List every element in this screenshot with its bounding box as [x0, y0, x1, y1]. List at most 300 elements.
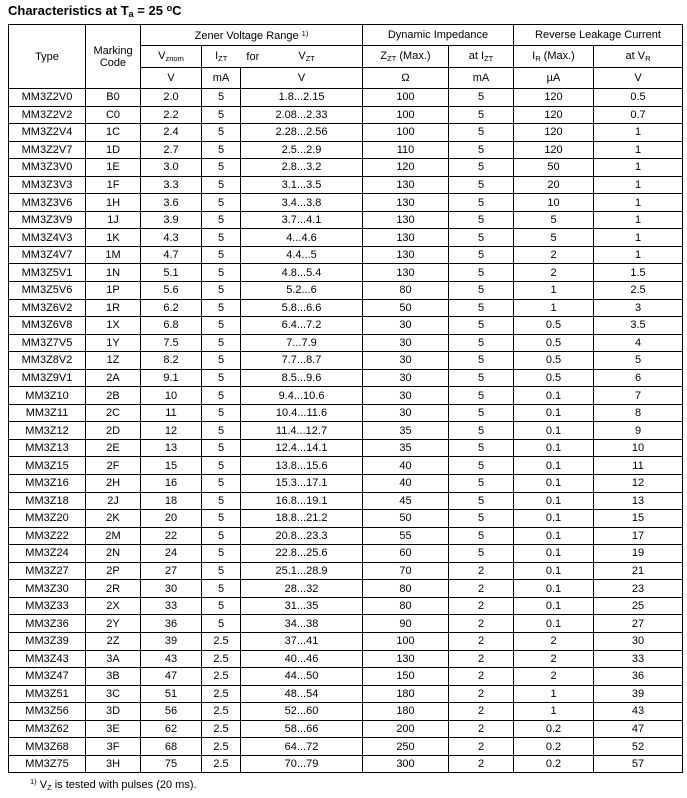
cell-type: MM3Z27 [9, 562, 86, 580]
table-row [9, 475, 683, 493]
cell-ir-max: 0.5 [514, 317, 594, 335]
cell-marking-code: 1K [86, 229, 141, 247]
cell-marking-code: 1P [86, 282, 141, 300]
cell-at-vr: 23 [594, 580, 683, 598]
cell-at-vr: 21 [594, 562, 683, 580]
cell-at-vr: 4 [594, 334, 683, 352]
cell-zzt-max: 80 [363, 597, 449, 615]
cell-zzt-max: 150 [363, 668, 449, 686]
cell-izt: 5 [202, 422, 241, 440]
cell-type: MM3Z7V5 [9, 334, 86, 352]
cell-vznom: 62 [141, 720, 202, 738]
cell-vzt: 11.4...12.7 [241, 422, 363, 440]
table-row [9, 720, 683, 738]
cell-vzt: 3.7...4.1 [241, 211, 363, 229]
cell-marking-code: 2F [86, 457, 141, 475]
cell-vzt: 44...50 [241, 668, 363, 686]
cell-izt: 5 [202, 211, 241, 229]
cell-izt: 5 [202, 264, 241, 282]
cell-at-izt: 5 [449, 422, 514, 440]
cell-zzt-max: 130 [363, 264, 449, 282]
ir-subscript: R [535, 54, 541, 63]
cell-zzt-max: 130 [363, 211, 449, 229]
table-row [9, 562, 683, 580]
cell-vzt: 16.8...19.1 [241, 492, 363, 510]
cell-ir-max: 0.5 [514, 334, 594, 352]
subheader-at-vr [594, 46, 683, 68]
cell-at-vr: 1 [594, 246, 683, 264]
cell-at-izt: 5 [449, 404, 514, 422]
cell-marking-code: 2K [86, 510, 141, 528]
cell-marking-code: C0 [86, 106, 141, 124]
cell-at-vr: 11 [594, 457, 683, 475]
izt-symbol [202, 50, 240, 63]
cell-zzt-max: 30 [363, 387, 449, 405]
table-row [9, 211, 683, 229]
cell-ir-max: 0.1 [514, 387, 594, 405]
cell-at-izt: 5 [449, 141, 514, 159]
cell-type: MM3Z18 [9, 492, 86, 510]
table-row [9, 668, 683, 686]
cell-marking-code: 1X [86, 317, 141, 335]
cell-marking-code: 2E [86, 439, 141, 457]
cell-izt: 5 [202, 106, 241, 124]
cell-izt: 5 [202, 562, 241, 580]
cell-type: MM3Z2V7 [9, 141, 86, 159]
table-row [9, 738, 683, 756]
cell-izt: 2.5 [202, 632, 241, 650]
cell-marking-code: B0 [86, 89, 141, 107]
cell-ir-max: 0.2 [514, 738, 594, 756]
group-header-zener-voltage-range [141, 25, 363, 46]
cell-at-vr: 13 [594, 492, 683, 510]
cell-type: MM3Z8V2 [9, 352, 86, 370]
cell-vzt: 3.1...3.5 [241, 176, 363, 194]
subheader-at-izt [449, 46, 514, 68]
table-row [9, 545, 683, 563]
cell-at-vr: 15 [594, 510, 683, 528]
cell-at-vr: 1 [594, 194, 683, 212]
cell-vznom: 11 [141, 404, 202, 422]
cell-vzt: 28...32 [241, 580, 363, 598]
cell-vzt: 20.8...23.3 [241, 527, 363, 545]
cell-izt: 5 [202, 545, 241, 563]
cell-vzt: 4...4.6 [241, 229, 363, 247]
cell-zzt-max: 90 [363, 615, 449, 633]
cell-vzt: 22.8...25.6 [241, 545, 363, 563]
for-word: for [246, 50, 260, 63]
zzt-base: Z [380, 50, 388, 62]
vzt-symbol [259, 50, 362, 63]
cell-vzt: 48...54 [241, 685, 363, 703]
vzt-base: V [298, 50, 306, 62]
cell-type: MM3Z9V1 [9, 369, 86, 387]
cell-ir-max: 120 [514, 89, 594, 107]
cell-at-izt: 2 [449, 755, 514, 773]
table-row [9, 334, 683, 352]
cell-vznom: 2.7 [141, 141, 202, 159]
cell-at-vr: 47 [594, 720, 683, 738]
table-row [9, 369, 683, 387]
vznom-subscript: znom [165, 54, 184, 63]
cell-vznom: 2.0 [141, 89, 202, 107]
cell-ir-max: 0.1 [514, 404, 594, 422]
unit-at-vr: V [594, 68, 683, 89]
cell-at-vr: 1 [594, 176, 683, 194]
marking-code-line1: Marking [93, 44, 133, 57]
cell-vzt: 40...46 [241, 650, 363, 668]
cell-zzt-max: 40 [363, 457, 449, 475]
cell-ir-max: 120 [514, 124, 594, 142]
cell-type: MM3Z22 [9, 527, 86, 545]
table-row [9, 632, 683, 650]
cell-ir-max: 1 [514, 299, 594, 317]
cell-marking-code: 3F [86, 738, 141, 756]
cell-ir-max: 0.1 [514, 597, 594, 615]
cell-ir-max: 0.2 [514, 720, 594, 738]
cell-type: MM3Z30 [9, 580, 86, 598]
cell-zzt-max: 100 [363, 124, 449, 142]
table-row [9, 264, 683, 282]
cell-at-izt: 2 [449, 632, 514, 650]
cell-marking-code: 1C [86, 124, 141, 142]
col-header-marking-code [86, 25, 141, 89]
cell-izt: 5 [202, 229, 241, 247]
cell-zzt-max: 30 [363, 334, 449, 352]
cell-at-izt: 2 [449, 685, 514, 703]
cell-at-vr: 1.5 [594, 264, 683, 282]
cell-vznom: 2.4 [141, 124, 202, 142]
cell-izt: 5 [202, 194, 241, 212]
cell-vzt: 4.8...5.4 [241, 264, 363, 282]
cell-vznom: 13 [141, 439, 202, 457]
cell-marking-code: 2B [86, 387, 141, 405]
subheader-vznom [141, 46, 202, 68]
at-vr-base: at V [625, 50, 646, 62]
title-temperature: = 25 [133, 3, 167, 18]
subheader-zzt-max [363, 46, 449, 68]
cell-zzt-max: 200 [363, 720, 449, 738]
cell-at-izt: 5 [449, 457, 514, 475]
cell-type: MM3Z33 [9, 597, 86, 615]
cell-vzt: 2.28...2.56 [241, 124, 363, 142]
cell-vzt: 12.4...14.1 [241, 439, 363, 457]
cell-vznom: 36 [141, 615, 202, 633]
cell-at-vr: 33 [594, 650, 683, 668]
cell-at-izt: 5 [449, 387, 514, 405]
cell-izt: 5 [202, 176, 241, 194]
cell-vznom: 56 [141, 703, 202, 721]
cell-vzt: 2.8...3.2 [241, 159, 363, 177]
table-row [9, 106, 683, 124]
cell-vzt: 7...7.9 [241, 334, 363, 352]
cell-zzt-max: 130 [363, 650, 449, 668]
cell-at-vr: 52 [594, 738, 683, 756]
cell-zzt-max: 60 [363, 545, 449, 563]
cell-at-vr: 1 [594, 159, 683, 177]
cell-marking-code: 1F [86, 176, 141, 194]
cell-vznom: 4.3 [141, 229, 202, 247]
table-row [9, 194, 683, 212]
cell-at-vr: 0.7 [594, 106, 683, 124]
table-row [9, 387, 683, 405]
table-row [9, 176, 683, 194]
table-body [9, 89, 683, 773]
cell-marking-code: 1D [86, 141, 141, 159]
table-row [9, 580, 683, 598]
cell-marking-code: 1J [86, 211, 141, 229]
cell-ir-max: 0.1 [514, 527, 594, 545]
cell-vznom: 51 [141, 685, 202, 703]
cell-vzt: 58...66 [241, 720, 363, 738]
cell-at-izt: 5 [449, 527, 514, 545]
cell-izt: 5 [202, 527, 241, 545]
cell-vzt: 3.4...3.8 [241, 194, 363, 212]
cell-vznom: 33 [141, 597, 202, 615]
table-row [9, 650, 683, 668]
cell-at-izt: 5 [449, 124, 514, 142]
cell-marking-code: 3D [86, 703, 141, 721]
cell-marking-code: 3C [86, 685, 141, 703]
cell-marking-code: 2A [86, 369, 141, 387]
table-row [9, 422, 683, 440]
cell-type: MM3Z43 [9, 650, 86, 668]
cell-izt: 5 [202, 89, 241, 107]
cell-zzt-max: 180 [363, 685, 449, 703]
cell-vznom: 3.3 [141, 176, 202, 194]
cell-ir-max: 0.5 [514, 369, 594, 387]
cell-izt: 5 [202, 334, 241, 352]
cell-vznom: 10 [141, 387, 202, 405]
subheader-izt-for-vzt [202, 46, 363, 68]
unit-izt: mA [202, 68, 241, 89]
cell-ir-max: 2 [514, 246, 594, 264]
table-row [9, 141, 683, 159]
cell-vzt: 1.8...2.15 [241, 89, 363, 107]
cell-vznom: 3.9 [141, 211, 202, 229]
cell-ir-max: 0.1 [514, 580, 594, 598]
cell-at-izt: 5 [449, 89, 514, 107]
cell-vzt: 4.4...5 [241, 246, 363, 264]
title-subscript: a [128, 9, 134, 19]
cell-vzt: 8.5...9.6 [241, 369, 363, 387]
cell-zzt-max: 180 [363, 703, 449, 721]
cell-at-vr: 1 [594, 229, 683, 247]
cell-ir-max: 0.1 [514, 545, 594, 563]
cell-marking-code: 3B [86, 668, 141, 686]
cell-ir-max: 1 [514, 703, 594, 721]
cell-at-izt: 5 [449, 176, 514, 194]
cell-ir-max: 0.2 [514, 755, 594, 773]
cell-vzt: 18.8...21.2 [241, 510, 363, 528]
cell-vzt: 70...79 [241, 755, 363, 773]
cell-vznom: 16 [141, 475, 202, 493]
cell-at-izt: 2 [449, 562, 514, 580]
cell-at-vr: 17 [594, 527, 683, 545]
cell-type: MM3Z6V2 [9, 299, 86, 317]
cell-marking-code: 1Z [86, 352, 141, 370]
cell-vznom: 68 [141, 738, 202, 756]
cell-izt: 5 [202, 510, 241, 528]
cell-ir-max: 0.1 [514, 475, 594, 493]
cell-at-izt: 5 [449, 106, 514, 124]
table-row [9, 404, 683, 422]
table-header [9, 25, 683, 89]
cell-at-vr: 3.5 [594, 317, 683, 335]
cell-at-izt: 5 [449, 510, 514, 528]
cell-izt: 5 [202, 580, 241, 598]
cell-izt: 5 [202, 317, 241, 335]
cell-marking-code: 2R [86, 580, 141, 598]
cell-vznom: 47 [141, 668, 202, 686]
cell-at-vr: 2.5 [594, 282, 683, 300]
cell-zzt-max: 30 [363, 369, 449, 387]
cell-vzt: 2.08...2.33 [241, 106, 363, 124]
cell-ir-max: 0.1 [514, 562, 594, 580]
cell-at-izt: 5 [449, 211, 514, 229]
table-row [9, 492, 683, 510]
table-row [9, 229, 683, 247]
cell-izt: 5 [202, 387, 241, 405]
cell-vznom: 20 [141, 510, 202, 528]
cell-at-izt: 2 [449, 615, 514, 633]
cell-zzt-max: 250 [363, 738, 449, 756]
cell-at-izt: 2 [449, 720, 514, 738]
cell-at-vr: 9 [594, 422, 683, 440]
table-row [9, 246, 683, 264]
cell-at-izt: 5 [449, 282, 514, 300]
unit-ir: µA [514, 68, 594, 89]
cell-ir-max: 5 [514, 211, 594, 229]
table-row [9, 352, 683, 370]
cell-at-vr: 12 [594, 475, 683, 493]
cell-ir-max: 50 [514, 159, 594, 177]
footnote-marker: 1) [30, 777, 37, 787]
cell-type: MM3Z11 [9, 404, 86, 422]
ir-max-label: (Max.) [540, 50, 575, 62]
cell-type: MM3Z68 [9, 738, 86, 756]
cell-marking-code: 1M [86, 246, 141, 264]
cell-izt: 5 [202, 475, 241, 493]
cell-marking-code: 3H [86, 755, 141, 773]
cell-zzt-max: 30 [363, 352, 449, 370]
cell-vzt: 5.8...6.6 [241, 299, 363, 317]
cell-izt: 5 [202, 246, 241, 264]
cell-at-vr: 7 [594, 387, 683, 405]
cell-izt: 2.5 [202, 685, 241, 703]
cell-izt: 5 [202, 369, 241, 387]
table-row [9, 597, 683, 615]
cell-at-vr: 39 [594, 685, 683, 703]
cell-marking-code: 2H [86, 475, 141, 493]
cell-vzt: 10.4...11.6 [241, 404, 363, 422]
cell-ir-max: 5 [514, 229, 594, 247]
cell-vzt: 7.7...8.7 [241, 352, 363, 370]
cell-vznom: 22 [141, 527, 202, 545]
cell-at-izt: 2 [449, 668, 514, 686]
footnote-vz-base: V [36, 779, 48, 792]
cell-at-vr: 57 [594, 755, 683, 773]
cell-type: MM3Z13 [9, 439, 86, 457]
cell-at-izt: 5 [449, 246, 514, 264]
cell-izt: 2.5 [202, 703, 241, 721]
cell-at-izt: 2 [449, 650, 514, 668]
ir-base: I [532, 50, 536, 62]
col-header-type: Type [9, 25, 86, 89]
cell-at-izt: 5 [449, 352, 514, 370]
cell-zzt-max: 130 [363, 176, 449, 194]
cell-type: MM3Z3V3 [9, 176, 86, 194]
cell-at-vr: 0.5 [594, 89, 683, 107]
cell-at-vr: 27 [594, 615, 683, 633]
cell-zzt-max: 55 [363, 527, 449, 545]
cell-vznom: 3.0 [141, 159, 202, 177]
cell-ir-max: 20 [514, 176, 594, 194]
zzt-subscript: ZT [387, 54, 397, 63]
vzt-subscript: ZT [305, 54, 315, 63]
cell-ir-max: 0.1 [514, 439, 594, 457]
cell-type: MM3Z20 [9, 510, 86, 528]
cell-ir-max: 2 [514, 650, 594, 668]
table-row [9, 299, 683, 317]
unit-at-izt: mA [449, 68, 514, 89]
table-row [9, 685, 683, 703]
zzt-max-label: (Max.) [396, 50, 431, 62]
cell-at-vr: 30 [594, 632, 683, 650]
cell-type: MM3Z3V6 [9, 194, 86, 212]
cell-izt: 2.5 [202, 755, 241, 773]
at-vr-subscript: R [645, 54, 651, 63]
cell-type: MM3Z16 [9, 475, 86, 493]
table-row [9, 457, 683, 475]
cell-zzt-max: 50 [363, 510, 449, 528]
cell-at-vr: 36 [594, 668, 683, 686]
cell-izt: 2.5 [202, 650, 241, 668]
cell-vzt: 13.8...15.6 [241, 457, 363, 475]
cell-vzt: 6.4...7.2 [241, 317, 363, 335]
cell-at-vr: 1 [594, 141, 683, 159]
cell-izt: 2.5 [202, 668, 241, 686]
cell-marking-code: 2Y [86, 615, 141, 633]
cell-vznom: 30 [141, 580, 202, 598]
cell-type: MM3Z3V0 [9, 159, 86, 177]
cell-izt: 5 [202, 615, 241, 633]
cell-zzt-max: 40 [363, 475, 449, 493]
cell-at-izt: 5 [449, 299, 514, 317]
cell-vznom: 9.1 [141, 369, 202, 387]
cell-zzt-max: 130 [363, 246, 449, 264]
cell-vzt: 64...72 [241, 738, 363, 756]
cell-vznom: 6.8 [141, 317, 202, 335]
title-degree-mark: o [166, 3, 173, 13]
cell-vzt: 9.4...10.6 [241, 387, 363, 405]
izt-subscript: ZT [218, 54, 228, 63]
cell-izt: 5 [202, 299, 241, 317]
cell-type: MM3Z2V2 [9, 106, 86, 124]
cell-marking-code: 2Z [86, 632, 141, 650]
cell-at-izt: 5 [449, 264, 514, 282]
cell-type: MM3Z62 [9, 720, 86, 738]
cell-izt: 2.5 [202, 720, 241, 738]
cell-marking-code: 1E [86, 159, 141, 177]
cell-ir-max: 0.1 [514, 422, 594, 440]
cell-ir-max: 2 [514, 668, 594, 686]
cell-at-izt: 5 [449, 545, 514, 563]
cell-at-vr: 43 [594, 703, 683, 721]
cell-type: MM3Z47 [9, 668, 86, 686]
table-row [9, 159, 683, 177]
cell-marking-code: 1H [86, 194, 141, 212]
